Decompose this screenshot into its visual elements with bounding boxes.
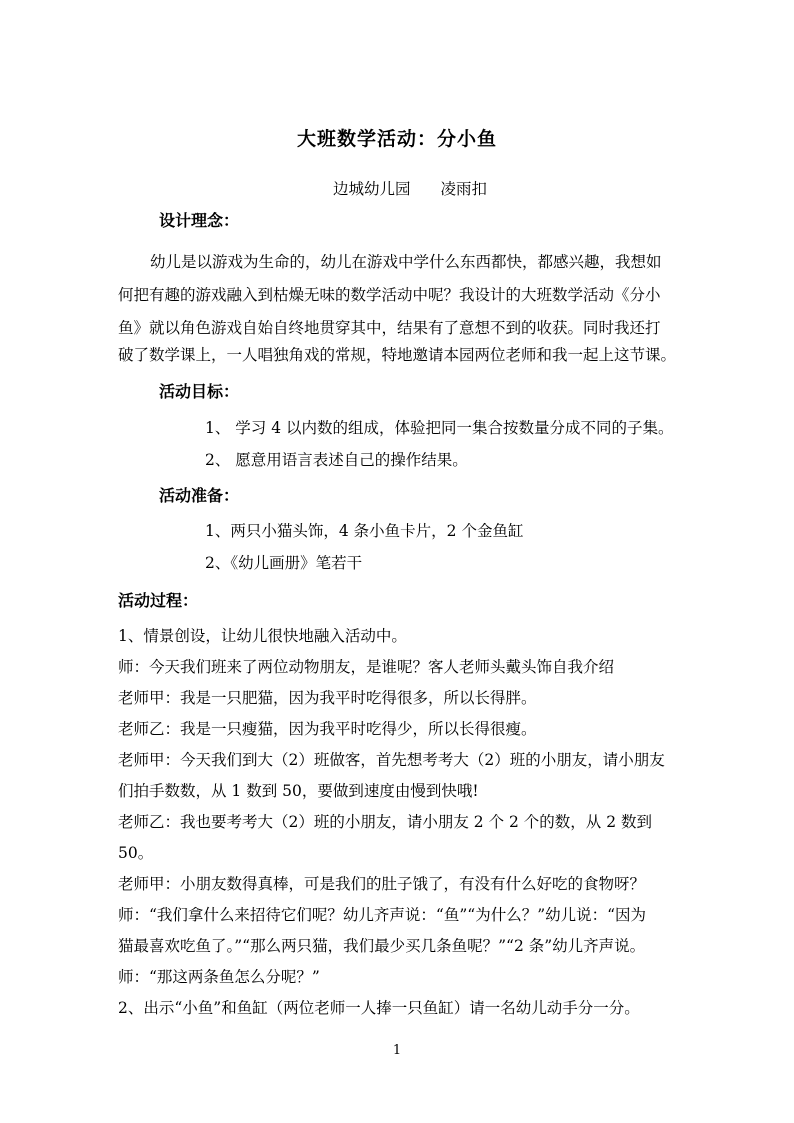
prep-item: 1、两只小猫头饰，4 条小鱼卡片，2 个金鱼缸 (205, 522, 524, 540)
goal-item: 1、 学习 4 以内数的组成，体验把同一集合按数量分成不同的子集。 (205, 419, 674, 437)
goals-heading: 活动目标： (159, 382, 240, 401)
design-paragraph-line: 幼儿是以游戏为生命的，幼儿在游戏中学什么东西都快，都感兴趣，我想如 (150, 253, 662, 271)
process-line: 老师甲：我是一只肥猫，因为我平时吃得很多，所以长得胖。 (118, 689, 537, 707)
author-line (333, 177, 487, 199)
process-line: 师：“那这两条鱼怎么分呢？” (118, 968, 320, 986)
author-name: 凌雨扣 (440, 180, 488, 198)
process-line: 2、出示“小鱼”和鱼缸（两位老师一人捧一只鱼缸）请一名幼儿动手分一分。 (118, 999, 640, 1017)
goal-item: 2、 愿意用语言表述自己的操作结果。 (205, 451, 468, 469)
process-line: 老师甲：小朋友数得真棒，可是我们的肚子饿了，有没有什么好吃的食物呀？ (118, 875, 646, 893)
design-paragraph-line: 鱼》就以角色游戏自始自终地贯穿其中，结果有了意想不到的收获。同时我还打 (118, 319, 661, 337)
process-line: 1、情景创设，让幼儿很快地融入活动中。 (118, 627, 407, 645)
process-line: 50。 (118, 844, 154, 862)
design-paragraph-line: 何把有趣的游戏融入到枯燥无味的数学活动中呢？我设计的大班数学活动《分小 (118, 286, 661, 304)
document-title: 大班数学活动：分小鱼 (296, 128, 497, 150)
process-line: 老师乙：我也要考考大（2）班的小朋友，请小朋友 2 个 2 个的数，从 2 数到 (118, 813, 653, 831)
process-line: 们拍手数数，从 1 数到 50，要做到速度由慢到快哦! (118, 782, 479, 800)
process-heading: 活动过程： (118, 591, 199, 610)
process-line: 师：“我们拿什么来招待它们呢？幼儿齐声说：“鱼”“为什么？”幼儿说：“因为 (118, 906, 647, 924)
prep-item: 2、《幼儿画册》笔若干 (205, 554, 363, 572)
page-number: 1 (392, 1043, 402, 1058)
author-school: 边城幼儿园 (333, 180, 411, 198)
process-line: 师：今天我们班来了两位动物朋友，是谁呢？客人老师头戴头饰自我介绍 (118, 658, 615, 676)
process-line: 老师甲：今天我们到大（2）班做客，首先想考考大（2）班的小朋友，请小朋友 (118, 751, 665, 769)
process-line: 老师乙：我是一只瘦猫，因为我平时吃得少，所以长得很瘦。 (118, 720, 537, 738)
design-heading: 设计理念： (159, 211, 240, 230)
process-line: 猫最喜欢吃鱼了。”“那么两只猫，我们最少买几条鱼呢？”“2 条”幼儿齐声说。 (118, 937, 646, 955)
prep-heading: 活动准备： (159, 486, 240, 505)
design-paragraph-line: 破了数学课上，一人唱独角戏的常规，特地邀请本园两位老师和我一起上这节课。 (118, 346, 677, 364)
